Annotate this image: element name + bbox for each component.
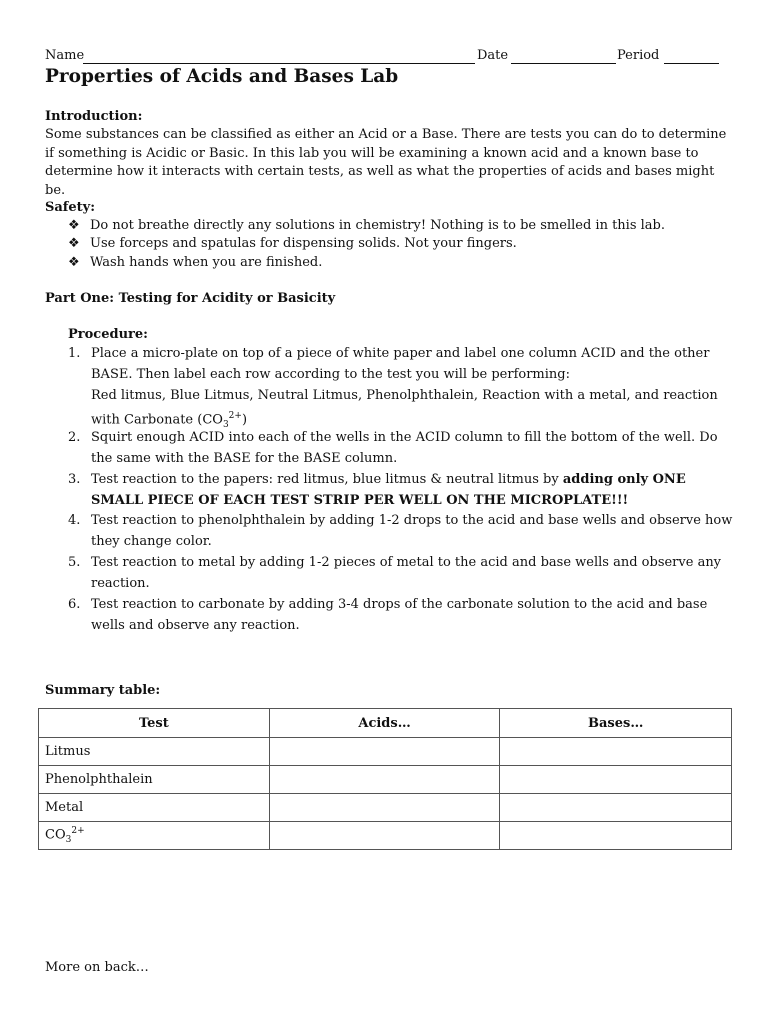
row-label: Metal [39,794,270,822]
name-field[interactable] [83,63,475,64]
column-header-acids: Acids… [269,709,500,738]
header-fields [45,48,721,66]
step-text: Test reaction to carbonate by adding 3-4 drops of the carbonate solution to the acid and base wells and observe any reaction. [91,597,708,633]
part-one-heading: Part One: Testing for Acidity or Basicity [45,291,336,306]
safety-item [68,217,665,236]
safety-item [68,235,517,254]
procedure-step [68,428,733,470]
row-label [39,822,270,850]
acids-cell[interactable] [269,794,500,822]
step-number: 6. [68,597,81,612]
step-text-line: Red litmus, Blue Litmus, Neutral Litmus, Phenolphthalein, Reaction with a metal, and reaction with Carbonate (CO [91,387,718,428]
date-label: Date [477,48,509,63]
procedure-step [68,595,733,637]
period-label: Period [617,48,660,63]
procedure-step [68,511,733,553]
page-title: Properties of Acids and Bases Lab [45,66,399,87]
superscript: 2+ [71,826,85,837]
row-label: Phenolphthalein [39,766,270,794]
summary-heading: Summary table: [45,683,161,698]
acids-cell[interactable] [269,766,500,794]
introduction-heading: Introduction: [45,109,143,124]
safety-item-text: Use forceps and spatulas for dispensing solids. Not your fingers. [90,236,517,251]
date-field[interactable] [511,63,616,64]
column-header-test: Test [39,709,270,738]
procedure-step [68,470,733,512]
safety-item [68,254,322,273]
step-text: Test reaction to metal by adding 1-2 pieces of metal to the acid and base wells and observe any reaction. [91,555,722,591]
step-number: 5. [68,555,81,570]
diamond-bullet-icon: ❖ [68,255,80,270]
period-field[interactable] [664,63,719,64]
table-row [39,738,732,766]
diamond-bullet-icon: ❖ [68,236,80,251]
bases-cell[interactable] [500,794,732,822]
row-label-text: CO [45,827,66,843]
step-text: Place a micro-plate on top of a piece of white paper and label one column ACID and the other BASE. Then label each row according to the test you will be performing: [91,346,710,382]
column-header-bases: Bases… [500,709,732,738]
acids-cell[interactable] [269,822,500,850]
step-text-bold: adding only ONE SMALL PIECE OF EACH TEST STRIP PER WELL ON THE MICROPLATE!!! [91,472,686,508]
acids-cell[interactable] [269,738,500,766]
closing-paren: ) [241,412,248,428]
safety-item-text: Do not breathe directly any solutions in chemistry! Nothing is to be smelled in this lab. [90,218,665,233]
procedure-heading: Procedure: [68,327,148,342]
step-text-plain: Test reaction to the papers: red litmus, blue litmus & neutral litmus by [91,472,563,487]
row-label: Litmus [39,738,270,766]
name-label: Name [45,48,85,63]
table-row [39,766,732,794]
safety-heading: Safety: [45,200,96,215]
step-number: 4. [68,513,81,528]
step-number: 2. [68,430,81,445]
step-number: 1. [68,346,81,361]
step-text [91,470,733,512]
procedure-step [68,553,733,595]
step-text: Squirt enough ACID into each of the wells in the ACID column to fill the bottom of the well. Do the same with the BASE for the BASE column. [91,430,718,466]
table-row [39,794,732,822]
superscript: 2+ [228,411,242,422]
subscript: 3 [65,834,72,845]
step-text: Test reaction to phenolphthalein by adding 1-2 drops to the acid and base wells and observe how they change color. [91,513,733,549]
table-row [39,822,732,850]
diamond-bullet-icon: ❖ [68,218,80,233]
step-number: 3. [68,472,81,487]
table-header-row [39,709,732,738]
bases-cell[interactable] [500,738,732,766]
procedure-step [68,344,733,436]
bases-cell[interactable] [500,822,732,850]
introduction-text: Some substances can be classified as either an Acid or a Base. There are tests you can do to determine if something is Acidic or Basic. In this lab you will be examining a known acid and a known base to determine how it interacts with certain tests, as well as what the properties of acids and bases might be. [45,127,727,198]
summary-table [38,708,732,850]
safety-item-text: Wash hands when you are finished. [90,255,323,270]
subscript: 3 [222,420,229,431]
footer-note: More on back… [45,960,149,975]
bases-cell[interactable] [500,766,732,794]
